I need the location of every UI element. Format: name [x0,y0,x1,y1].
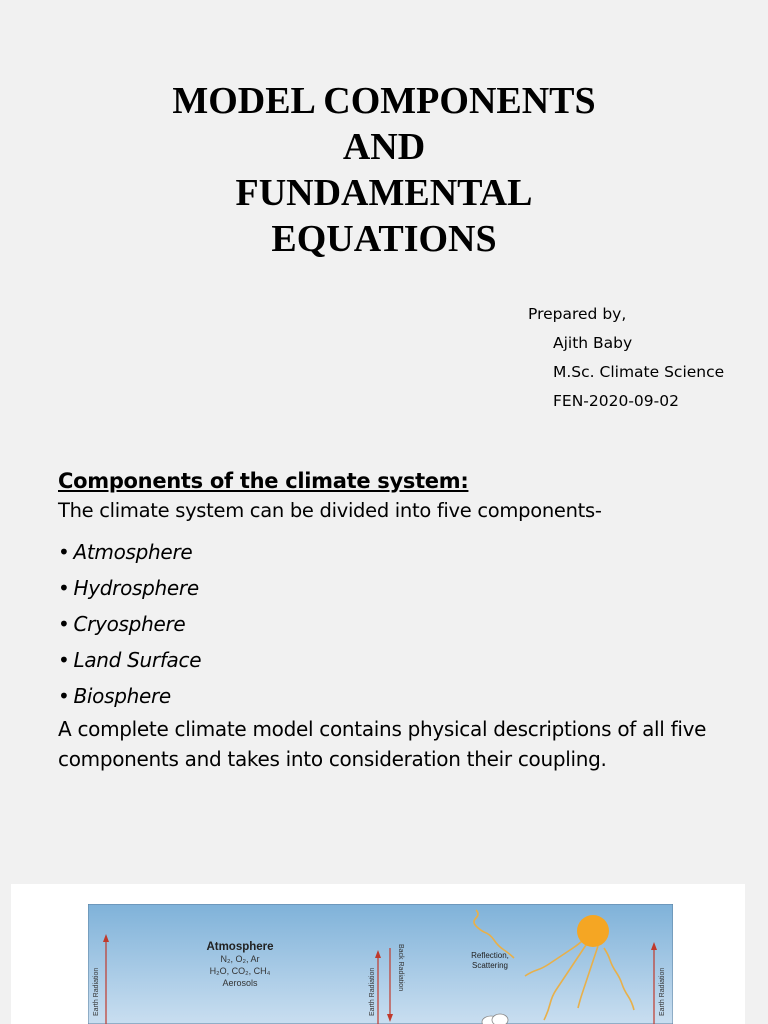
component-label: Atmosphere [73,540,193,564]
list-item [58,570,748,606]
list-item [58,642,748,678]
earth-radiation-label-left: Earth Radiation [93,967,100,1016]
component-label: Cryosphere [73,612,186,636]
section-closing: A complete climate model contains physical descriptions of all five components and takes into consideration their coupling. [58,717,707,771]
gases-line-1: N₂, O₂, Ar [220,954,260,964]
prepared-by-label: Prepared by, [528,305,627,323]
author-id: FEN-2020-09-02 [553,392,679,410]
earth-radiation-label-mid: Earth Radiation [369,967,376,1016]
author-degree: M.Sc. Climate Science [553,363,725,381]
slide-title [0,78,768,262]
list-item [58,534,748,570]
sun-icon [577,915,609,947]
author-block [528,300,724,416]
reflection-label: Reflection, [471,951,509,960]
section-intro: The climate system can be divided into five components- [58,499,602,522]
components-section [58,466,748,774]
earth-radiation-label-right: Earth Radiation [659,967,666,1016]
title-line: EQUATIONS [271,218,497,260]
atmosphere-label: Atmosphere [206,941,274,953]
list-item [58,606,748,642]
list-item [58,678,748,714]
gases-line-2: H₂O, CO₂, CH₄ [209,966,271,976]
gases-line-3: Aerosols [222,978,258,988]
back-radiation-label: Back Radiation [397,944,404,992]
bullet-icon: • [58,648,70,672]
component-label: Hydrosphere [73,576,199,600]
title-line: MODEL COMPONENTS [172,80,596,122]
section-heading: Components of the climate system: [58,469,469,493]
title-line: FUNDAMENTAL [235,172,533,214]
scattering-label: Scattering [471,961,509,970]
climate-system-diagram [88,904,673,1024]
title-line: AND [342,126,426,168]
component-label: Land Surface [73,648,202,672]
bullet-icon: • [58,540,70,564]
bullet-icon: • [58,612,70,636]
component-label: Biosphere [73,684,171,708]
author-name: Ajith Baby [553,334,633,352]
bullet-icon: • [58,576,70,600]
components-list [58,534,748,714]
bullet-icon: • [58,684,70,708]
